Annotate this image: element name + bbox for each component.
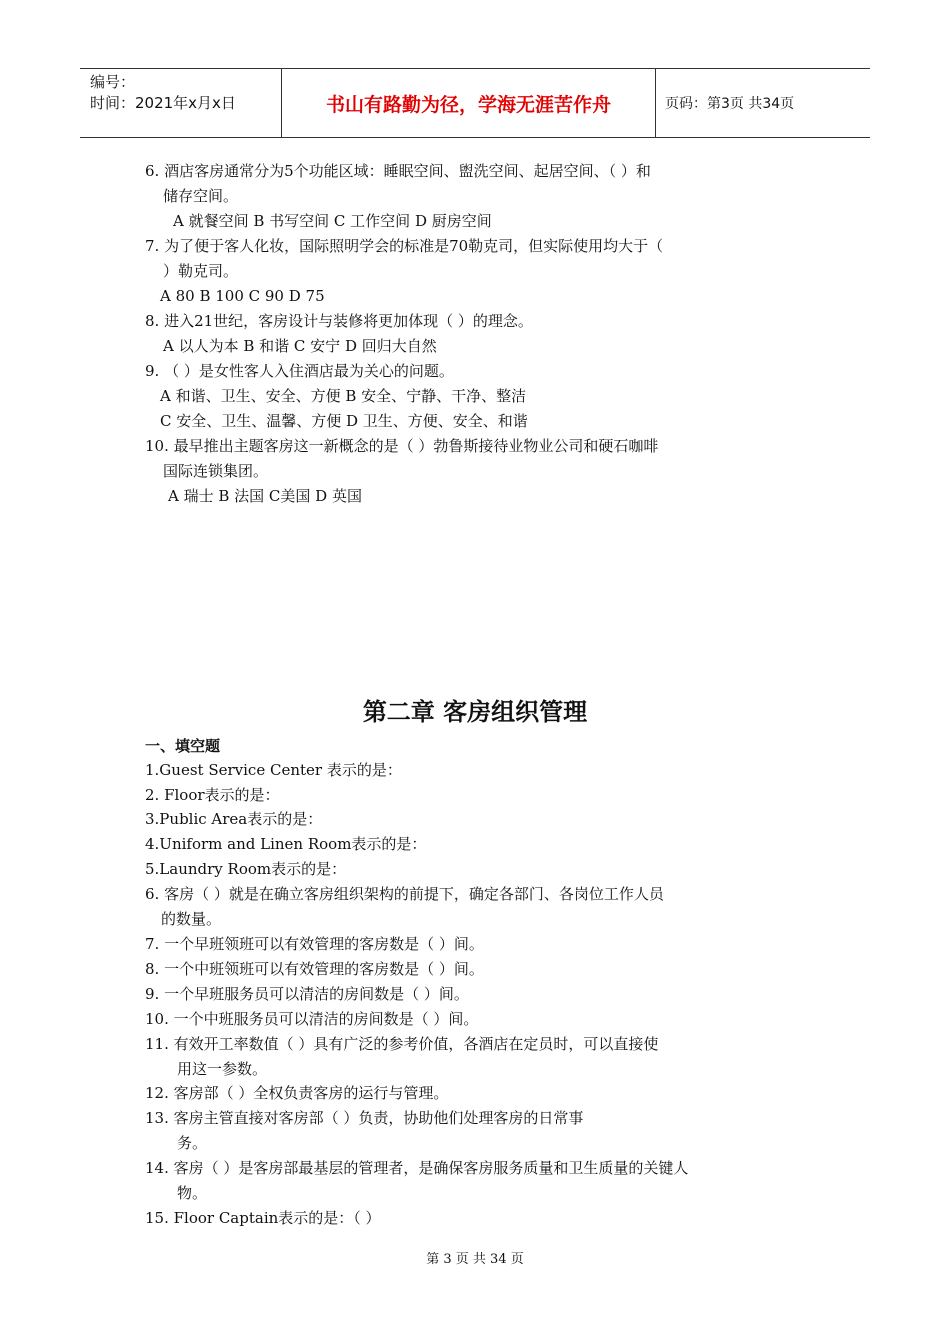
question-line: 7. 为了便于客人化妆，国际照明学会的标准是70勒克司，但实际使用均大于（ [145,237,664,255]
doc-time-label: 时间：2021年x月x日 [90,94,236,112]
question-line: 8. 进入21世纪，客房设计与装修将更加体现（ ）的理念。 [145,312,533,330]
question-line: 9. 一个早班服务员可以清洁的房间数是（ ）间。 [145,985,469,1003]
option-line: A 就餐空间 B 书写空间 C 工作空间 D 厨房空间 [173,212,492,230]
header-motto: 书山有路勤为径，学海无涯苦作舟 [282,69,656,137]
question-line: 6. 客房（ ）就是在确立客房组织架构的前提下，确定各部门、各岗位工作人员 [145,885,664,903]
question-line: 7. 一个早班领班可以有效管理的客房数是（ ）间。 [145,935,484,953]
question-line: 2. Floor表示的是： [145,786,280,804]
question-line: 用这一参数。 [177,1060,268,1078]
question-line: 的数量。 [161,910,222,928]
question-line: 10. 一个中班服务员可以清洁的房间数是（ ）间。 [145,1010,479,1028]
option-line: A 和谐、卫生、安全、方便 B 安全、宁静、干净、整洁 [160,387,527,405]
question-line: 储存空间。 [163,187,239,205]
question-line: 5.Laundry Room表示的是： [145,860,347,878]
question-line: 物。 [177,1184,208,1202]
option-line: A 瑞士 B 法国 C美国 D 英国 [168,487,362,505]
question-line: 1.Guest Service Center 表示的是： [145,761,402,779]
header-page-info: 页码：第3页 共34页 [665,96,795,112]
question-line: 务。 [177,1134,208,1152]
question-line: 8. 一个中班领班可以有效管理的客房数是（ ）间。 [145,960,484,978]
question-line: 4.Uniform and Linen Room表示的是： [145,835,427,853]
question-line: 国际连锁集团。 [163,462,269,480]
question-line: 6. 酒店客房通常分为5个功能区域：睡眠空间、盥洗空间、起居空间、（ ）和 [145,162,651,180]
question-line: 13. 客房主管直接对客房部（ ）负责，协助他们处理客房的日常事 [145,1109,584,1127]
question-line: 15. Floor Captain表示的是：（ ） [145,1209,381,1227]
question-line: ）勒克司。 [163,262,239,280]
chapter-title: 第二章 客房组织管理 [362,698,588,726]
question-line: 11. 有效开工率数值（ ）具有广泛的参考价值，各酒店在定员时，可以直接使 [145,1035,659,1053]
doc-number-label: 编号： [90,73,136,91]
question-line: 3.Public Area表示的是： [145,810,323,828]
option-line: A 以人为本 B 和谐 C 安宁 D 回归大自然 [163,337,437,355]
question-line: 10. 最早推出主题客房这一新概念的是（ ）勃鲁斯接待业物业公司和硬石咖啡 [145,437,659,455]
option-line: C 安全、卫生、温馨、方便 D 卫生、方便、安全、和谐 [160,412,528,430]
section-title: 一、填空题 [145,737,221,755]
page-footer: 第 3 页 共 34 页 [426,1252,524,1267]
question-line: 9. （ ）是女性客人入住酒店最为关心的问题。 [145,362,454,380]
header-meta [80,69,282,137]
question-line: 12. 客房部（ ）全权负责客房的运行与管理。 [145,1084,449,1102]
page-header [80,68,870,138]
option-line: A 80 B 100 C 90 D 75 [160,287,325,305]
question-line: 14. 客房（ ）是客房部最基层的管理者，是确保客房服务质量和卫生质量的关键人 [145,1159,689,1177]
